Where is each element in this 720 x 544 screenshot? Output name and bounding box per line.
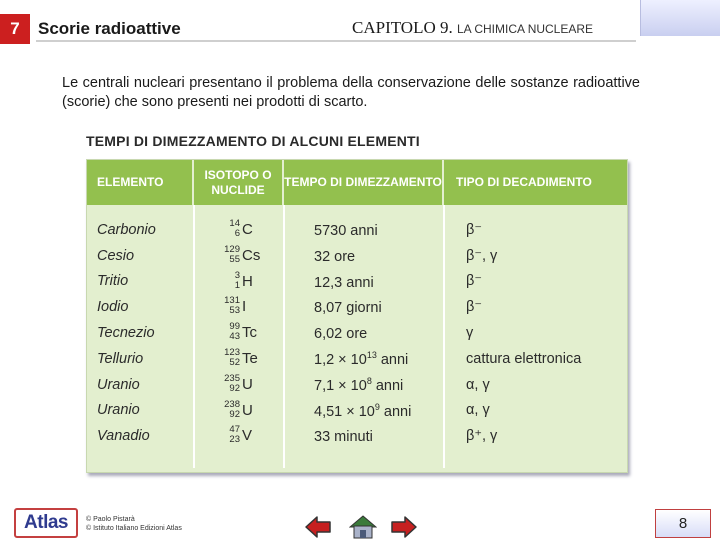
atomic-number: 92 [229,382,240,394]
cell-decay-type: α, γ [466,376,490,393]
half-life-value: 5730 anni [314,222,378,239]
cell-decay-type: cattura elettronica [466,350,582,367]
cell-element: Carbonio [97,221,156,238]
element-symbol: Tc [242,324,257,342]
cell-nuclide [194,294,284,320]
cell-decay-type: β⁻ [466,221,482,238]
page-title: Scorie radioattive [38,19,181,38]
half-life-value: 32 ore [314,248,356,265]
table-body [87,217,627,449]
half-life-value: 1,2 × 10 [314,351,367,368]
chapter-subtitle: LA CHIMICA NUCLEARE [457,22,594,36]
cell-nuclide [194,398,284,424]
half-life-unit: anni [371,377,404,394]
cell-decay-type: β⁺, γ [466,428,498,445]
column-header-element: ELEMENTO [87,160,194,205]
cell-element: Uranio [97,376,140,393]
intro-paragraph: Le centrali nucleari presentano il problema della conservazione delle sostanze radioattive (scorie) che sono presenti nei prodotti di scarto. [62,75,640,110]
atomic-number: 23 [229,434,240,446]
half-life-value: 7,1 × 10 [314,377,367,394]
cell-element: Uranio [97,402,140,419]
half-life-exponent: 9 [374,401,380,412]
chapter-label: CAPITOLO 9. [352,18,453,37]
previous-slide-button[interactable] [304,515,332,539]
nuclide-numbers [224,219,240,239]
atomic-number: 6 [234,228,240,239]
cell-element: Iodio [97,299,129,316]
page-number: 8 [655,509,711,538]
credit-publisher: © Istituto Italiano Edizioni Atlas [86,525,182,532]
half-life-unit: anni [379,403,412,420]
cell-half-life [284,350,444,368]
table-row [87,217,627,243]
element-symbol: V [242,427,253,445]
next-slide-button[interactable] [390,515,418,539]
cell-nuclide [194,372,284,398]
nuclide-numbers [224,271,240,291]
nuclide-numbers [224,400,240,420]
home-button[interactable] [349,515,377,539]
cell-decay-type: β⁻ [466,299,482,316]
cell-decay-type: γ [466,325,474,342]
atomic-number: 55 [229,253,240,265]
half-life-value: 4,51 × 10 [314,403,375,420]
nuclide-numbers [224,425,240,445]
element-symbol: Te [242,349,258,367]
half-life-unit: anni [376,351,409,368]
arrow-left-icon [304,515,332,539]
column-header-half-life: TEMPO DI DIMEZZAMENTO [284,160,444,205]
cell-nuclide [194,243,284,269]
column-header-decay-type: TIPO DI DECADIMENTO [456,175,592,189]
cell-nuclide [194,423,284,449]
nuclide-numbers [224,296,240,316]
header-decoration [640,0,720,36]
cell-decay-type: α, γ [466,402,490,419]
copyright-credits [86,515,182,533]
half-life-exponent: 8 [366,375,372,386]
cell-half-life [284,324,444,342]
cell-element: Tecnezio [97,325,155,342]
table-row [87,346,627,372]
mass-number: 3 [234,269,240,281]
atomic-number: 43 [229,331,240,343]
atomic-number: 53 [229,305,240,317]
half-life-exponent: 13 [366,349,377,360]
half-life-value: 6,02 ore [314,326,368,342]
table-row [87,269,627,295]
half-life-table [86,159,628,473]
cell-nuclide [194,346,284,372]
table-row [87,243,627,269]
arrow-right-icon [390,515,418,539]
atomic-number: 1 [234,279,240,291]
table-row [87,423,627,449]
element-symbol: U [242,375,253,393]
half-life-value: 33 minuti [314,429,373,446]
home-icon [349,515,377,539]
cell-nuclide [194,320,284,346]
cell-decay-type: β⁻ [466,273,482,290]
chapter-heading [352,18,593,38]
chapter-section-number: 7 [0,14,30,44]
column-header-isotope: ISOTOPO O NUCLIDE [194,160,284,205]
cell-element: Tritio [97,273,129,290]
element-symbol: C [242,221,253,238]
nuclide-numbers [224,322,240,342]
table-row [87,294,627,320]
half-life-value: 8,07 giorni [314,300,382,317]
credit-author: © Paolo Pistarà [86,516,135,523]
table-row [87,372,627,398]
table-row [87,320,627,346]
cell-element: Tellurio [97,350,144,367]
cell-nuclide [194,269,284,295]
half-life-value: 12,3 anni [314,274,374,291]
cell-half-life [284,402,444,420]
atomic-number: 92 [229,408,240,420]
nuclide-numbers [224,348,240,368]
cell-half-life [284,376,444,394]
table-row [87,398,627,424]
nuclide-numbers [224,374,240,394]
cell-nuclide [194,217,284,243]
element-symbol: Cs [242,246,261,264]
element-symbol: U [242,401,253,419]
element-symbol: I [242,298,247,316]
mass-number: 99 [229,321,240,333]
mass-number: 47 [229,424,240,436]
mass-number: 14 [229,218,240,229]
mass-number: 123 [224,346,240,358]
cell-half-life [284,273,444,291]
cell-element: Cesio [97,247,135,264]
mass-number: 238 [224,398,240,410]
nuclide-numbers [224,245,240,265]
header-divider [36,40,636,42]
cell-decay-type: β⁻, γ [466,247,498,264]
cell-half-life [284,427,444,445]
publisher-logo: Atlas [14,508,78,538]
cell-half-life [284,221,444,239]
table-header [87,160,627,205]
cell-element: Vanadio [97,428,150,445]
mass-number: 131 [224,295,240,307]
atomic-number: 52 [229,356,240,368]
mass-number: 129 [224,243,240,255]
cell-half-life [284,298,444,316]
element-symbol: H [242,272,253,290]
table-title: TEMPI DI DIMEZZAMENTO DI ALCUNI ELEMENTI [86,133,420,149]
mass-number: 235 [224,372,240,384]
cell-half-life [284,247,444,265]
